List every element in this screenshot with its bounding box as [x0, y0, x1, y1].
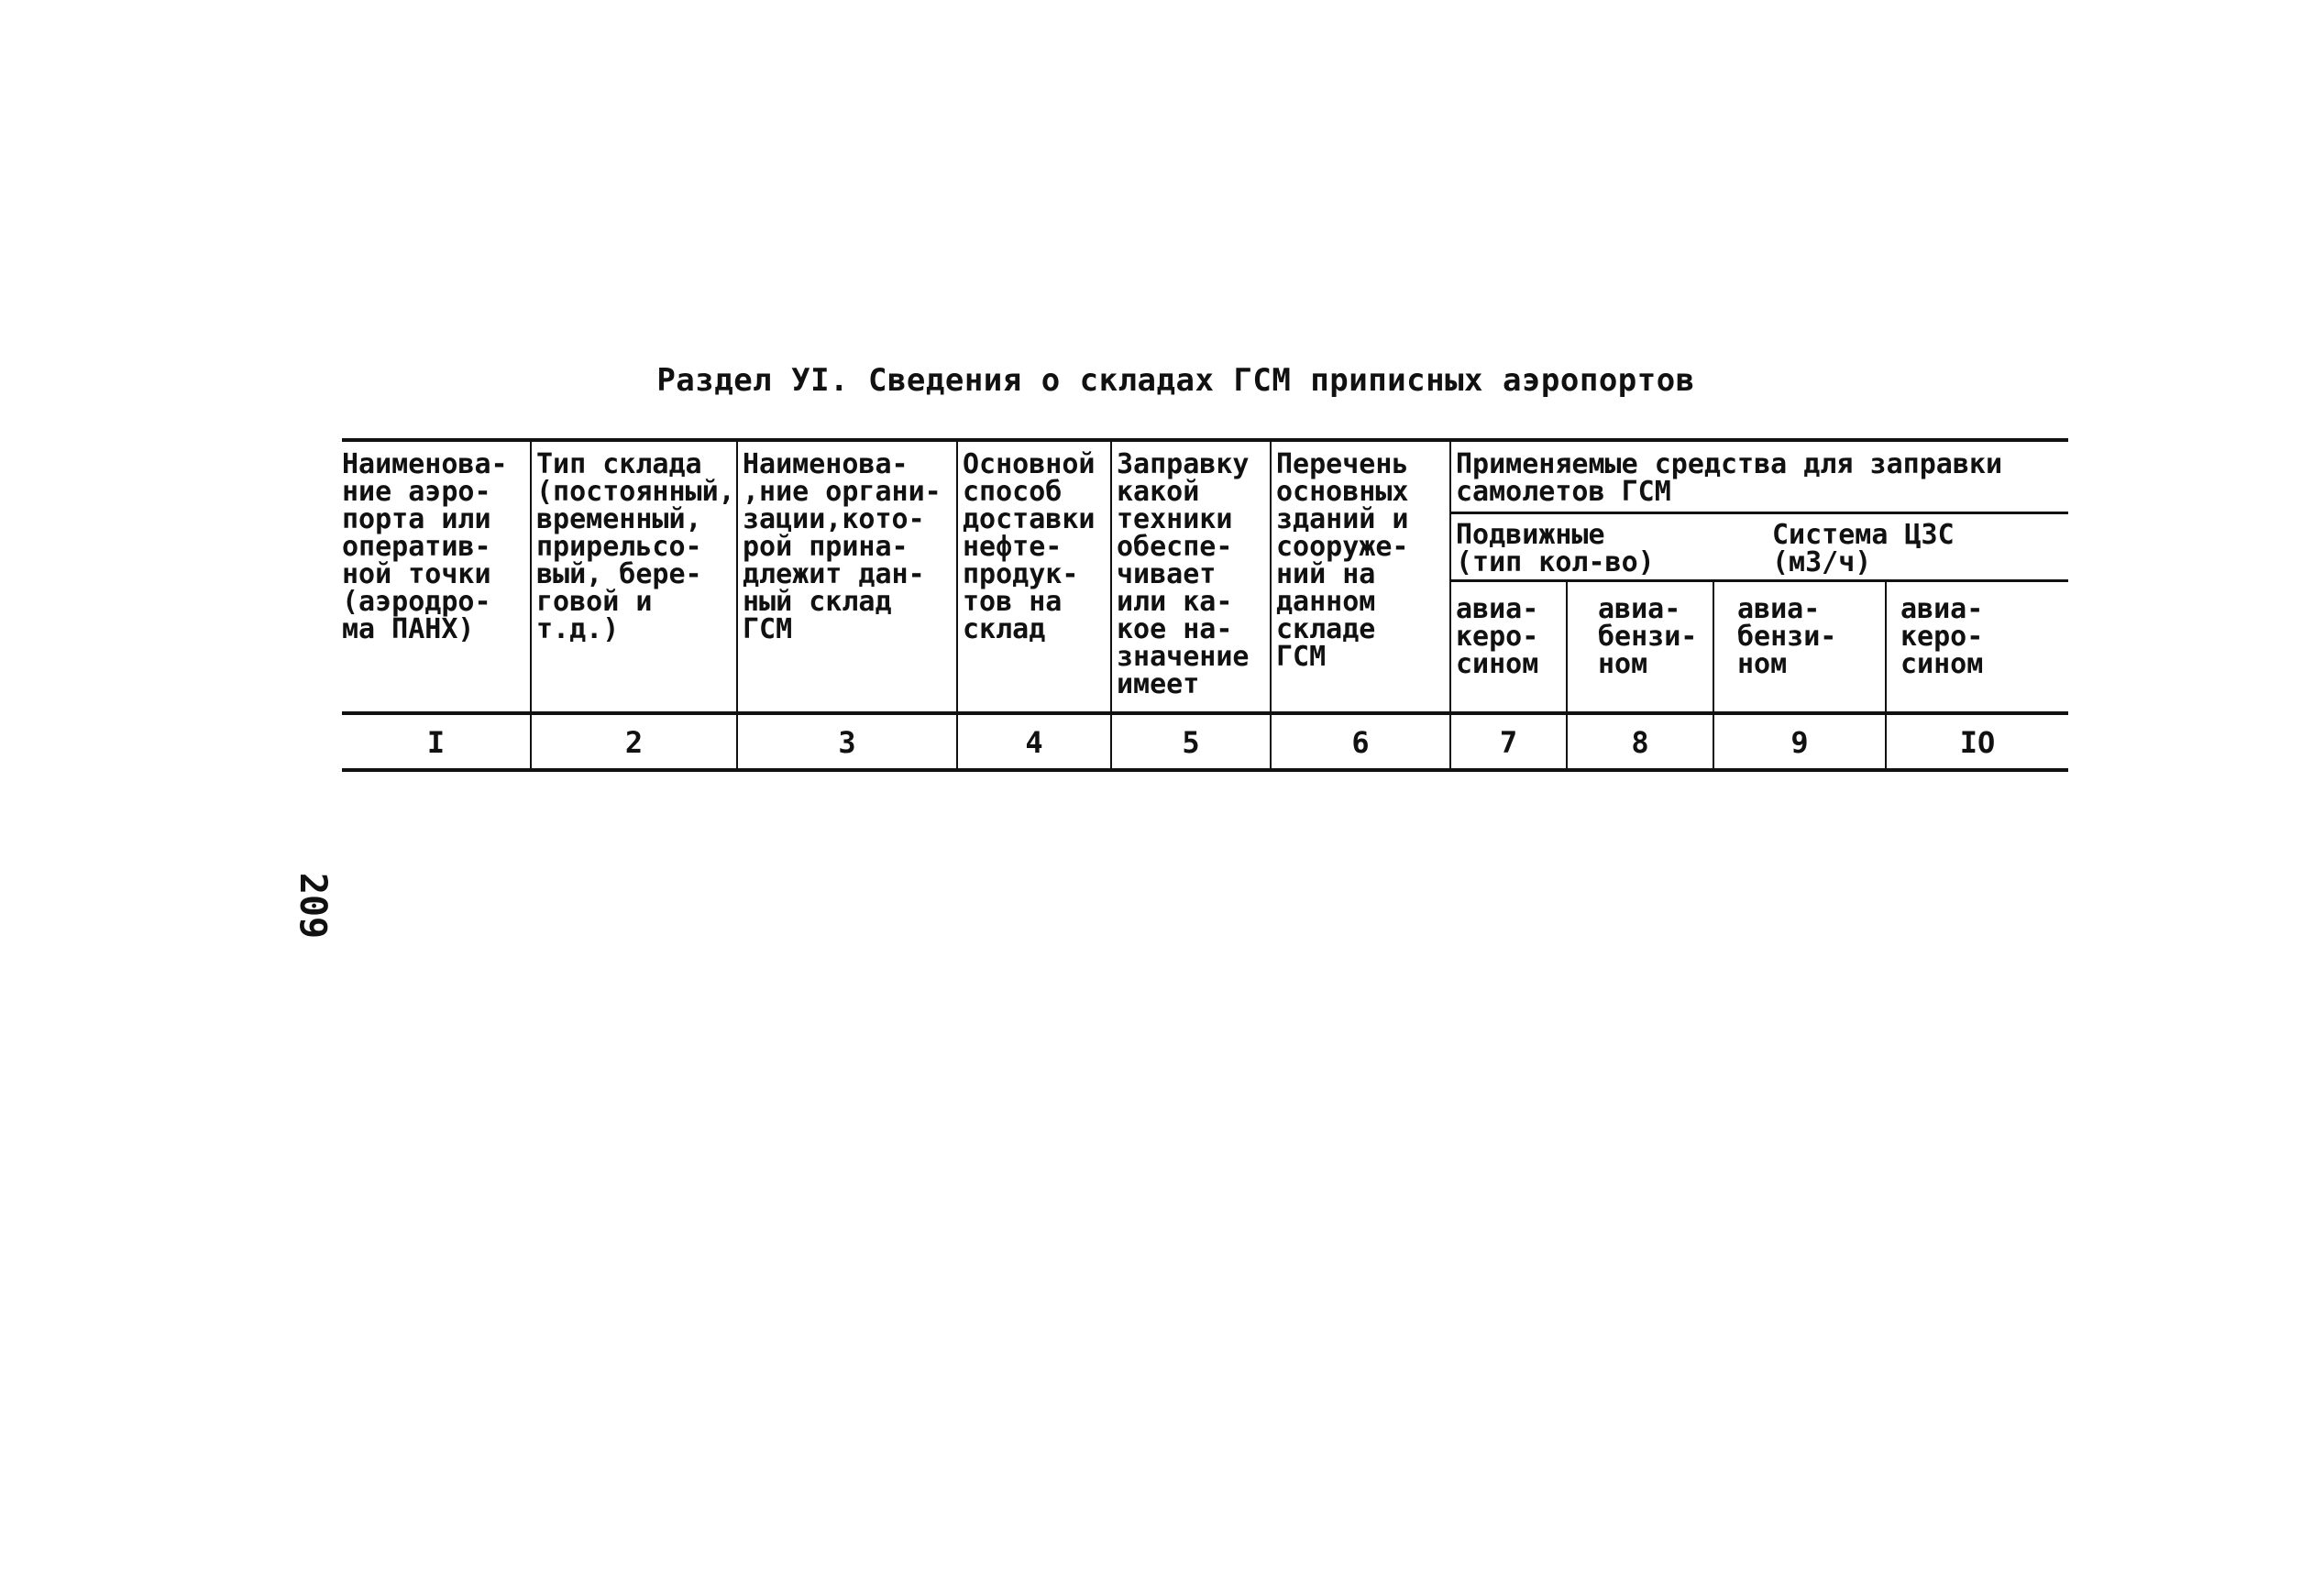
- header-system-gasoline: авиа- бензи- ном: [1737, 593, 1837, 680]
- subgroup-system: Система ЦЗС (м3/ч): [1772, 519, 1955, 578]
- column-number-7: 7: [1499, 725, 1518, 760]
- header-system-kerosene: авиа- керо- сином: [1900, 593, 1984, 680]
- header-warehouse-type: Тип склада (постоянный, временный, прирельсо- вый, бере- говой и т.д.): [536, 448, 735, 645]
- subgroup-divider: [1449, 579, 2068, 582]
- subgroup-mobile: Подвижные (тип кол-во): [1456, 519, 1655, 578]
- col-divider-6: [1449, 438, 1451, 770]
- column-number-4: 4: [1025, 725, 1043, 760]
- column-number-6: 6: [1351, 725, 1370, 760]
- page-number: 209: [292, 872, 335, 940]
- column-number-2: 2: [624, 725, 644, 760]
- col-divider-5: [1270, 438, 1272, 770]
- table-bottom-rule: [342, 768, 2068, 772]
- column-number-10: IO: [1959, 725, 1996, 760]
- section-title: Раздел УI. Сведения о складах ГСМ приписных аэропортов: [656, 362, 1695, 399]
- header-mobile-gasoline: авиа- бензи- ном: [1598, 593, 1698, 680]
- column-number-9: 9: [1790, 725, 1809, 760]
- column-number-3: 3: [838, 725, 856, 760]
- group-header-refueling-means: Применяемые средства для заправки самолетов ГСМ: [1456, 448, 2003, 508]
- warehouse-table: [342, 438, 2068, 773]
- header-buildings-list: Перечень основных зданий и сооруже- ний на данном складе ГСМ: [1276, 448, 1409, 673]
- group-header-divider: [1449, 512, 2068, 514]
- header-equipment-served: Заправку какой техники обеспе- чивает или ка- кое на- значение имеет: [1117, 448, 1250, 700]
- header-delivery-method: Основной способ доставки нефте- продук- тов на склад: [963, 448, 1096, 645]
- header-airport-name: Наименова- ние аэро- порта или оператив- ной точки (аэродро- ма ПАНХ): [342, 448, 508, 645]
- col-divider-1: [530, 438, 532, 770]
- column-number-8: 8: [1631, 725, 1649, 760]
- header-organization: Наименова- ,ние органи- зации,кото- рой прина- длежит дан- ный склад ГСМ: [743, 448, 942, 645]
- column-number-5: 5: [1182, 725, 1200, 760]
- table-top-rule: [342, 438, 2068, 442]
- col-divider-3: [956, 438, 958, 770]
- col-divider-4: [1110, 438, 1112, 770]
- column-number-1: I: [426, 725, 446, 760]
- header-mobile-kerosene: авиа- керо- сином: [1456, 593, 1539, 680]
- col-divider-2: [736, 438, 738, 770]
- header-bottom-rule: [342, 711, 2068, 715]
